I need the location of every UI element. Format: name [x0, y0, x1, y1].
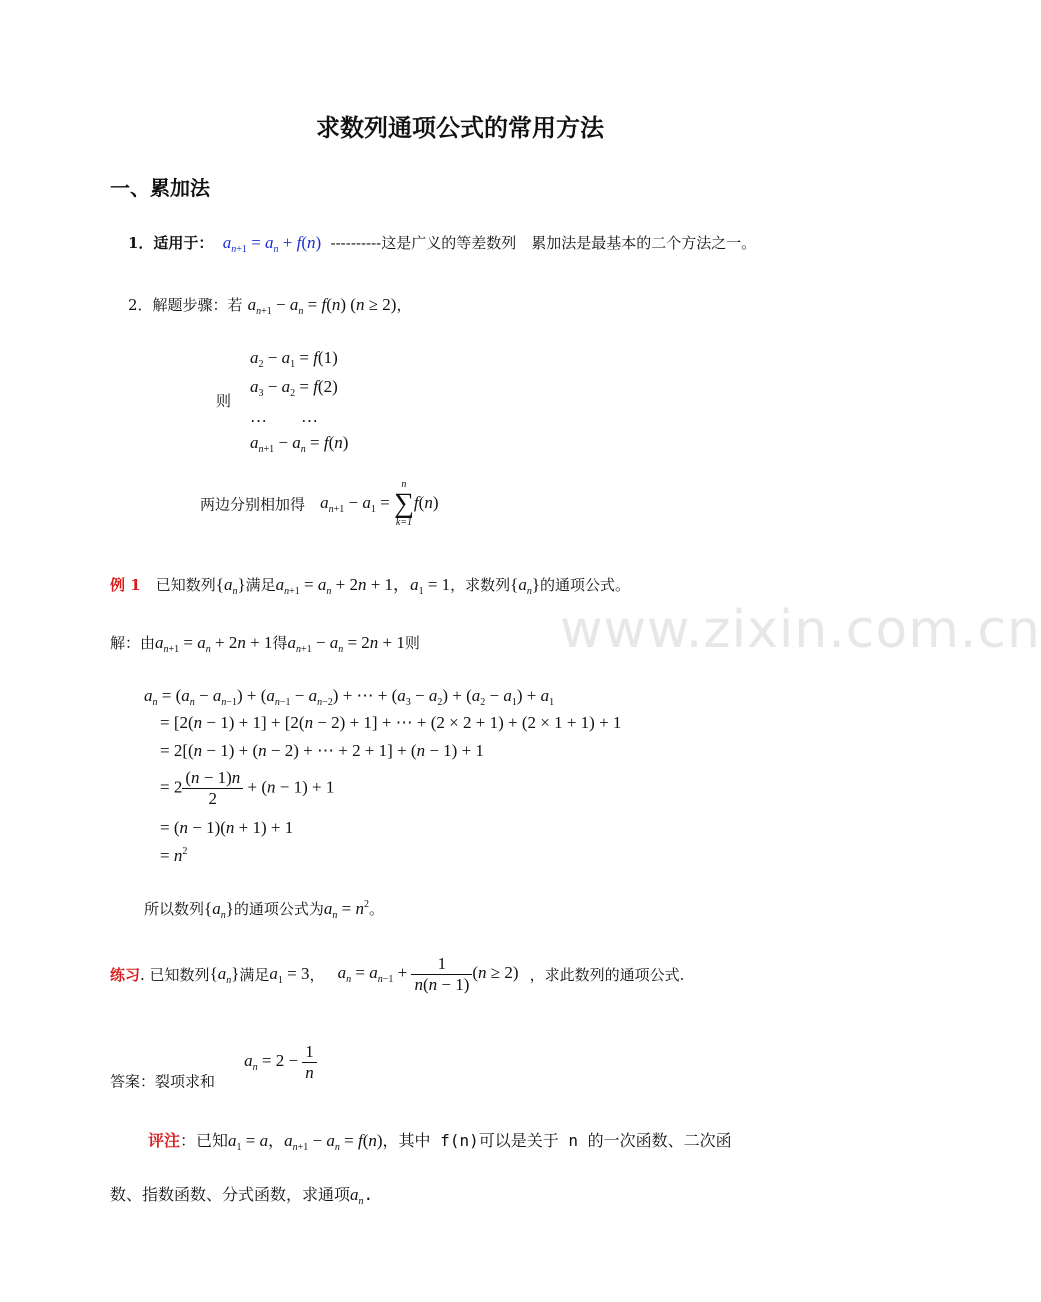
practice-line: 练习. 已知数列$\{a_n\}$满足$a_1 = 3$， $a_n = a_{n-1}$ + $\frac{1}{n(n - 1)}$ (n ≥ 2) ，求此数列的通项公式.	[110, 954, 685, 994]
sum-formula: $a_{n+1} - a_1$ = n ∑ k=1 f(n)	[320, 479, 439, 528]
answer-formula: $a_n = 2$ − $\frac{1}{n}$	[244, 1051, 317, 1070]
step-line-3: … …	[250, 407, 318, 426]
applies-to-formula: $a_{n+1} = a_n + f(n)$	[222, 233, 326, 255]
steps-condition: $a_{n+1} - a_n = f(n) (n \ge 2)$	[247, 295, 397, 317]
step-line-4: $a_{n+1} - a_n = f(n)$	[250, 433, 349, 455]
sum-label: 两边分别相加得	[200, 495, 306, 514]
derivation-line-1: $a_n = (a_n - a_{n-1}) + (a_{n-1} - a_{n-2})$ + ⋯ + $(a_3 - a_2) + (a_2 - a_1) + a_1$	[144, 686, 555, 708]
steps-label: 2．解题步骤：若	[128, 296, 243, 314]
note-line-1: 评注：已知$a_1 = a$，$a_{n+1} - a_n = f(n)$，其中 f(n)可以是关于 n 的一次函数、二次函	[148, 1131, 732, 1153]
conclusion-line: 所以数列$\{a_n\}$的通项公式为$a_n = n^2$。	[144, 899, 384, 921]
step-line-2: $a_3 - a_2 = f(2)$	[250, 377, 338, 399]
applies-to-remark: ----------这是广义的等差数列 累加法是最基本的二个方法之一。	[330, 234, 757, 252]
section-heading: 一、累加法	[110, 176, 210, 200]
example-label: 例 1	[110, 576, 141, 594]
answer-label: 答案：裂项求和	[110, 1072, 216, 1091]
derivation-line-6: = $n^2$	[160, 846, 188, 865]
applies-to-line	[128, 232, 756, 255]
derivation-line-4: = 2 $\frac{(n - 1)n}{2}$ + (n − 1) + 1	[160, 768, 335, 808]
sum-line	[200, 480, 438, 528]
derivation-line-3: = 2[(n − 1) + (n − 2) + ⋯ + 2 + 1] + (n − 1) + 1	[160, 741, 484, 760]
watermark: www.zixin.com.cn	[560, 600, 1041, 660]
practice-formula: $a_n = a_{n-1}$ + $\frac{1}{n(n - 1)}$ (n ≥ 2)	[337, 954, 519, 994]
solution-line: 解：由$a_{n+1} = a_n + 2n + 1$得$a_{n+1} - a_n = 2n + 1$则	[110, 633, 420, 655]
then-label: 则	[216, 392, 232, 410]
derivation-line-2: = [2(n − 1) + 1] + [2(n − 2) + 1] + ⋯ + (2 × 2 + 1) + (2 × 1 + 1) + 1	[160, 713, 622, 732]
derivation-line-5: = (n − 1)(n + 1) + 1	[160, 818, 294, 837]
note-label: 评注	[148, 1131, 181, 1150]
note-line-2: 数、指数函数、分式函数，求通项$a_n$.	[110, 1185, 374, 1207]
answer-line	[110, 1042, 317, 1091]
step-line-1: $a_2 - a_1 = f(1)$	[250, 348, 338, 370]
applies-to-label: 1．适用于：	[128, 234, 214, 252]
example-1: 例 1 已知数列$\{a_n\}$满足$a_{n+1} = a_n + 2n + 1$，$a_1 = 1$，求数列$\{a_n\}$的通项公式。	[110, 575, 631, 597]
page-title: 求数列通项公式的常用方法	[316, 113, 604, 142]
solution-label: 解：由	[110, 634, 156, 652]
practice-label: 练习	[110, 966, 141, 984]
steps-line: 2．解题步骤：若 $a_{n+1} - a_n = f(n) (n \ge 2)$，	[128, 295, 412, 317]
